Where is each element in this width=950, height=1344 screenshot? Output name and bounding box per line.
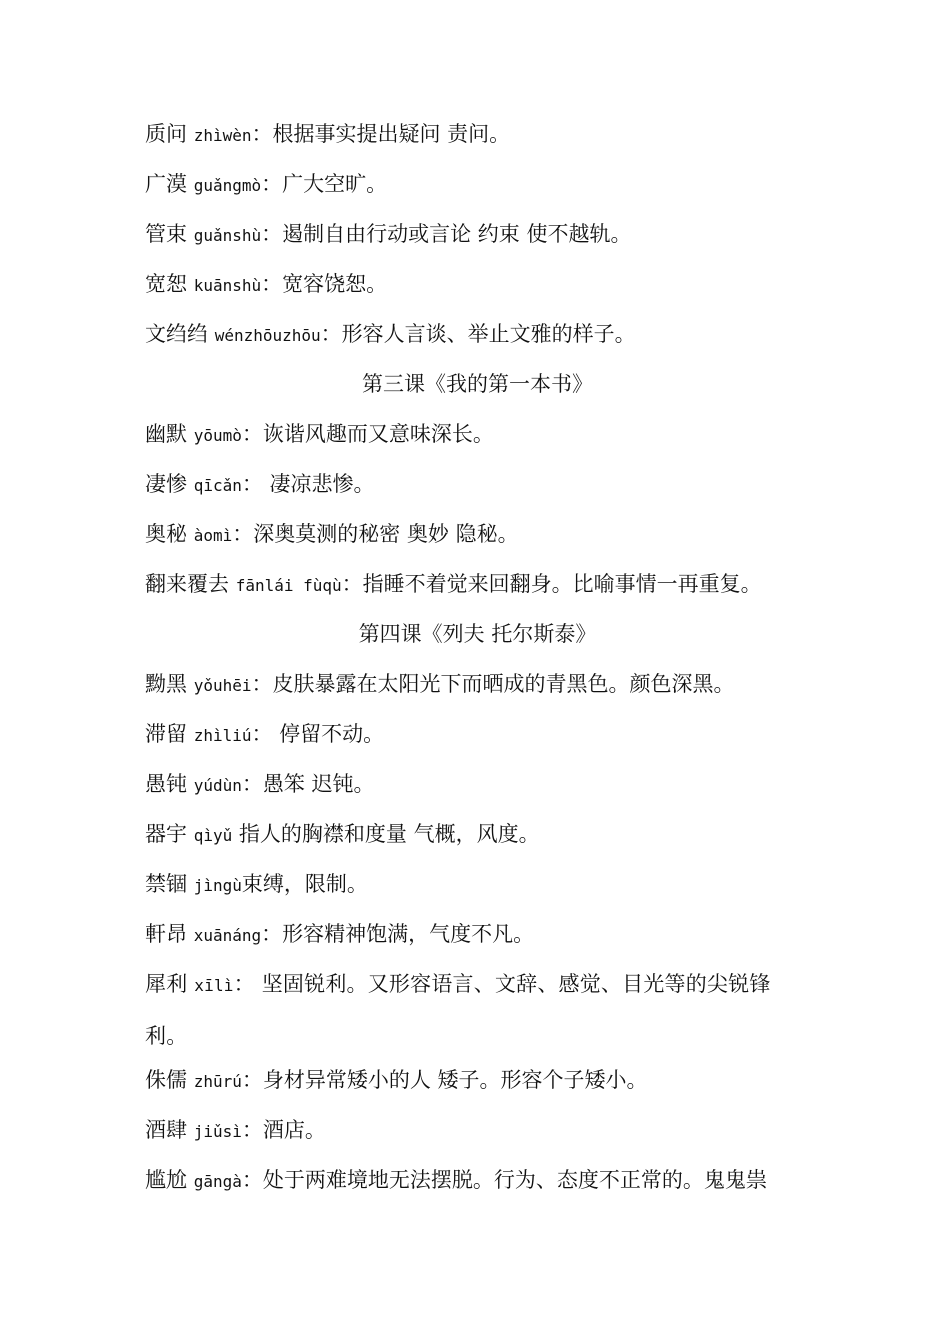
vocab-definition: ：皮肤暴露在太阳光下而晒成的青黑色。颜色深黑。 — [251, 672, 735, 696]
vocab-word: 器宇 — [145, 822, 187, 846]
vocab-definition: ：根据事实提出疑问 责问。 — [251, 122, 511, 146]
vocab-entry — [145, 812, 810, 862]
vocab-pinyin: zhìwèn — [193, 126, 252, 145]
vocab-pinyin: àomì — [193, 526, 233, 545]
vocab-entry — [145, 562, 810, 612]
vocab-entry — [145, 212, 810, 262]
vocab-definition: ：形容人言谈、举止文雅的样子。 — [320, 322, 636, 346]
vocab-word: 广漠 — [145, 172, 187, 196]
vocab-pinyin: wénzhōuzhōu — [214, 326, 321, 345]
lesson-heading: 第三课《我的第一本书》 — [362, 372, 593, 396]
vocab-pinyin: yúdùn — [193, 776, 242, 795]
vocab-entry — [145, 1108, 810, 1158]
vocab-pinyin: xuānáng — [193, 926, 262, 945]
vocab-entry — [145, 1058, 810, 1108]
vocab-entry — [145, 662, 810, 712]
vocab-word: 宽恕 — [145, 272, 187, 296]
vocab-pinyin: xīlì — [194, 976, 234, 995]
vocab-pinyin: guǎngmò — [193, 176, 262, 195]
vocab-pinyin: yǒuhēi — [193, 676, 252, 695]
vocab-word: 軒昂 — [145, 922, 187, 946]
vocab-definition: ：身材异常矮小的人 矮子。形容个子矮小。 — [241, 1068, 648, 1092]
vocab-definition: ：深奥莫测的秘密 奥妙 隐秘。 — [232, 522, 519, 546]
vocab-entry — [145, 312, 810, 362]
vocab-word: 禁锢 — [145, 872, 187, 896]
vocab-pinyin: jiǔsì — [193, 1122, 242, 1141]
vocabulary-list — [145, 112, 810, 1208]
vocab-word: 愚钝 — [145, 772, 187, 796]
vocab-word: 翻来覆去 — [145, 572, 229, 596]
vocab-entry — [145, 912, 810, 962]
vocab-entry — [145, 1158, 810, 1208]
vocab-definition: ：愚笨 迟钝。 — [241, 772, 375, 796]
vocab-definition: ：宽容饶恕。 — [261, 272, 388, 296]
vocab-entry — [145, 712, 810, 762]
vocab-word: 文绉绉 — [145, 322, 208, 346]
vocab-definition: ： 停留不动。 — [251, 722, 385, 746]
vocab-entry — [145, 162, 810, 212]
vocab-entry — [145, 262, 810, 312]
vocab-entry — [145, 112, 810, 162]
vocab-pinyin: gāngà — [193, 1172, 242, 1191]
vocab-definition: ：指睡不着觉来回翻身。比喻事情一再重复。 — [341, 572, 762, 596]
vocab-word: 侏儒 — [145, 1068, 187, 1092]
vocab-pinyin: zhūrú — [193, 1072, 242, 1091]
vocab-word: 犀利 — [145, 972, 188, 996]
vocab-definition: ： 凄凉悲惨。 — [241, 472, 375, 496]
vocab-word: 尴尬 — [145, 1168, 187, 1192]
vocab-word: 奥秘 — [145, 522, 187, 546]
vocab-pinyin: jìngù — [193, 876, 242, 895]
vocab-word: 管束 — [145, 222, 187, 246]
vocab-entry — [145, 462, 810, 512]
vocab-word: 酒肆 — [145, 1118, 187, 1142]
vocab-definition: ：广大空旷。 — [261, 172, 388, 196]
vocab-definition: ：处于两难境地无法摆脱。行为、态度不正常的。鬼鬼祟 — [241, 1168, 767, 1192]
vocab-pinyin: fānlái fùqù — [235, 576, 342, 595]
vocab-entry — [145, 862, 810, 912]
vocab-definition: ：酒店。 — [241, 1118, 326, 1142]
vocab-definition: 束缚，限制。 — [241, 872, 368, 896]
vocab-definition: 指人的胸襟和度量 气概，风度。 — [232, 822, 540, 846]
vocab-pinyin: qīcǎn — [193, 476, 242, 495]
vocab-word: 凄惨 — [145, 472, 187, 496]
vocab-word: 幽默 — [145, 422, 187, 446]
vocab-definition: ：诙谐风趣而又意味深长。 — [241, 422, 494, 446]
vocab-definition: ：遏制自由行动或言论 约束 使不越轨。 — [261, 222, 632, 246]
vocab-pinyin: yōumò — [193, 426, 242, 445]
vocab-entry — [145, 959, 810, 1061]
vocab-pinyin: qìyǔ — [193, 826, 233, 845]
vocab-pinyin: zhìliú — [193, 726, 252, 745]
vocab-pinyin: kuānshù — [193, 276, 262, 295]
vocab-entry — [145, 512, 810, 562]
vocab-word: 滞留 — [145, 722, 187, 746]
vocab-entry — [145, 412, 810, 462]
vocab-word: 黝黑 — [145, 672, 187, 696]
vocab-word: 质问 — [145, 122, 187, 146]
vocab-entry — [145, 762, 810, 812]
vocab-definition: ：形容精神饱满，气度不凡。 — [261, 922, 535, 946]
vocab-pinyin: guǎnshù — [193, 226, 262, 245]
lesson-heading: 第四课《列夫 托尔斯泰》 — [358, 622, 597, 646]
vocab-definition: ： 坚固锐利。又形容语言、文辞、感觉、目光等的尖锐锋利。 — [145, 972, 771, 1048]
